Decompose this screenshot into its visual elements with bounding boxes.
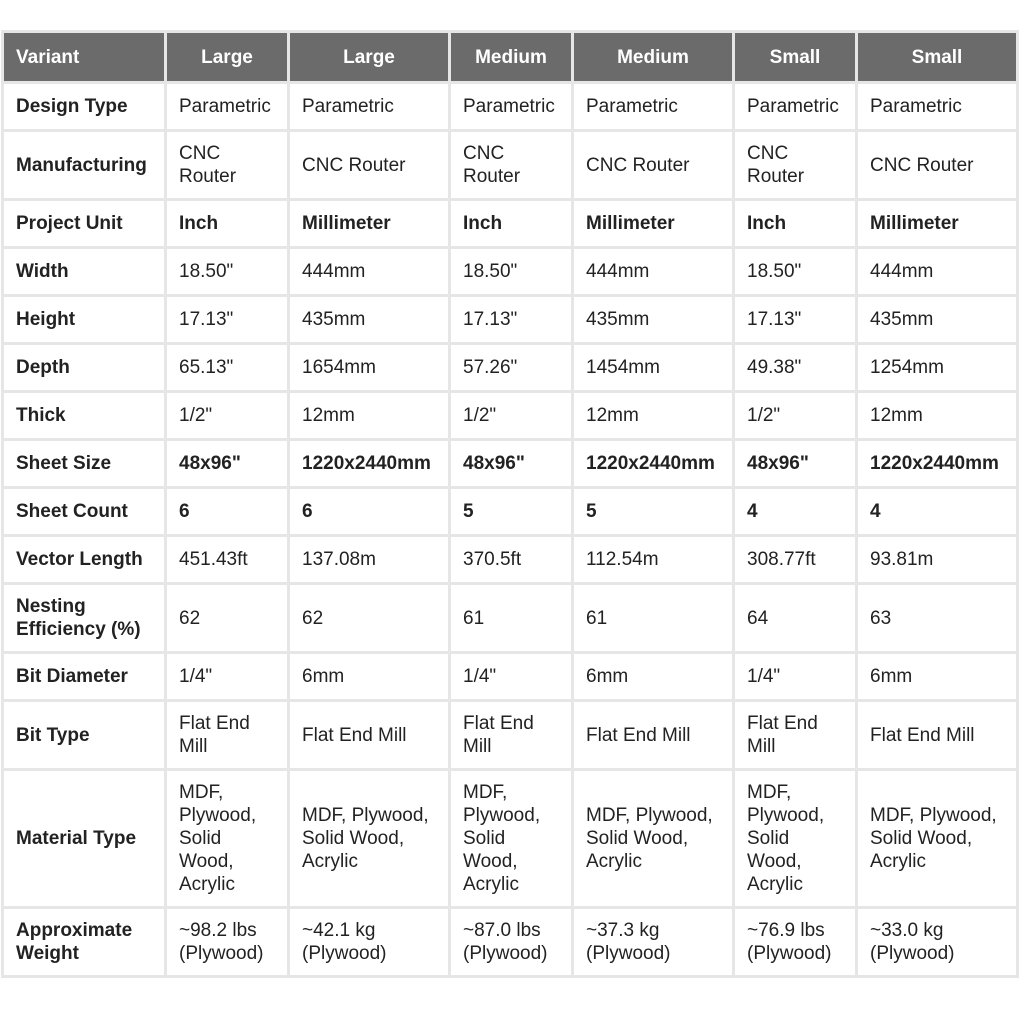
- table-cell: 370.5ft: [451, 537, 571, 582]
- table-cell: CNC Router: [290, 132, 448, 198]
- table-cell: 48x96": [451, 441, 571, 486]
- table-cell: 6mm: [574, 654, 732, 699]
- table-row: [4, 249, 1016, 294]
- header-row: [4, 33, 1016, 81]
- table-cell: CNC Router: [858, 132, 1016, 198]
- table-row: [4, 909, 1016, 975]
- table-cell: Inch: [167, 201, 287, 246]
- table-cell: 17.13": [451, 297, 571, 342]
- table-cell: 1454mm: [574, 345, 732, 390]
- table-cell: 6mm: [290, 654, 448, 699]
- header-medium-mm: Medium: [574, 33, 732, 81]
- table-cell: ~33.0 kg (Plywood): [858, 909, 1016, 975]
- table-cell: 17.13": [167, 297, 287, 342]
- table-cell: 6: [290, 489, 448, 534]
- table-cell: 5: [574, 489, 732, 534]
- table-cell: Inch: [451, 201, 571, 246]
- row-label: Nesting Efficiency (%): [4, 585, 164, 651]
- table-cell: CNC Router: [167, 132, 287, 198]
- table-cell: CNC Router: [735, 132, 855, 198]
- row-label: Sheet Count: [4, 489, 164, 534]
- table-cell: Flat End Mill: [290, 702, 448, 768]
- table-cell: 435mm: [574, 297, 732, 342]
- table-cell: 61: [574, 585, 732, 651]
- table-cell: 93.81m: [858, 537, 1016, 582]
- table-cell: Parametric: [451, 84, 571, 129]
- table-row: [4, 132, 1016, 198]
- table-row: [4, 489, 1016, 534]
- table-cell: 1654mm: [290, 345, 448, 390]
- row-label: Project Unit: [4, 201, 164, 246]
- table-cell: Millimeter: [290, 201, 448, 246]
- table-cell: Parametric: [167, 84, 287, 129]
- row-label: Depth: [4, 345, 164, 390]
- table-cell: Inch: [735, 201, 855, 246]
- table-cell: 48x96": [735, 441, 855, 486]
- table-cell: 444mm: [574, 249, 732, 294]
- table-cell: 1/2": [167, 393, 287, 438]
- table-cell: Parametric: [290, 84, 448, 129]
- row-label: Height: [4, 297, 164, 342]
- header-large-inch: Large: [167, 33, 287, 81]
- table-cell: MDF, Plywood, Solid Wood, Acrylic: [574, 771, 732, 906]
- table-cell: ~37.3 kg (Plywood): [574, 909, 732, 975]
- table-cell: 49.38": [735, 345, 855, 390]
- row-label: Bit Diameter: [4, 654, 164, 699]
- header-small-inch: Small: [735, 33, 855, 81]
- table-cell: 4: [858, 489, 1016, 534]
- table-cell: 1/4": [451, 654, 571, 699]
- table-cell: 1/4": [735, 654, 855, 699]
- table-cell: 62: [290, 585, 448, 651]
- table-cell: Parametric: [574, 84, 732, 129]
- table-cell: Flat End Mill: [858, 702, 1016, 768]
- row-label: Approximate Weight: [4, 909, 164, 975]
- table-row: [4, 393, 1016, 438]
- row-label: Sheet Size: [4, 441, 164, 486]
- table-cell: 12mm: [290, 393, 448, 438]
- table-cell: 444mm: [858, 249, 1016, 294]
- table-cell: 65.13": [167, 345, 287, 390]
- table-row: [4, 345, 1016, 390]
- header-variant: Variant: [4, 33, 164, 81]
- table-row: [4, 654, 1016, 699]
- table-cell: Flat End Mill: [735, 702, 855, 768]
- table-cell: 444mm: [290, 249, 448, 294]
- row-label: Bit Type: [4, 702, 164, 768]
- table-cell: 308.77ft: [735, 537, 855, 582]
- table-cell: ~76.9 lbs (Plywood): [735, 909, 855, 975]
- table-cell: MDF, Plywood, Solid Wood, Acrylic: [290, 771, 448, 906]
- table-cell: 6mm: [858, 654, 1016, 699]
- table-cell: 1254mm: [858, 345, 1016, 390]
- table-cell: Millimeter: [858, 201, 1016, 246]
- variant-spec-table: [1, 30, 1019, 978]
- table-cell: MDF, Plywood, Solid Wood, Acrylic: [451, 771, 571, 906]
- table-cell: 112.54m: [574, 537, 732, 582]
- table-cell: 4: [735, 489, 855, 534]
- spec-table-container: [1, 30, 1019, 978]
- table-cell: 61: [451, 585, 571, 651]
- table-cell: 1220x2440mm: [290, 441, 448, 486]
- table-row: [4, 585, 1016, 651]
- row-label: Vector Length: [4, 537, 164, 582]
- table-cell: Flat End Mill: [167, 702, 287, 768]
- table-cell: 48x96": [167, 441, 287, 486]
- table-cell: Flat End Mill: [574, 702, 732, 768]
- table-cell: ~98.2 lbs (Plywood): [167, 909, 287, 975]
- table-cell: 1/2": [735, 393, 855, 438]
- table-row: [4, 537, 1016, 582]
- table-cell: 435mm: [290, 297, 448, 342]
- table-cell: MDF, Plywood, Solid Wood, Acrylic: [167, 771, 287, 906]
- table-cell: 5: [451, 489, 571, 534]
- table-cell: 18.50": [735, 249, 855, 294]
- table-cell: 64: [735, 585, 855, 651]
- table-cell: ~42.1 kg (Plywood): [290, 909, 448, 975]
- table-cell: 435mm: [858, 297, 1016, 342]
- table-cell: 1220x2440mm: [574, 441, 732, 486]
- table-cell: Flat End Mill: [451, 702, 571, 768]
- table-cell: 62: [167, 585, 287, 651]
- row-label: Thick: [4, 393, 164, 438]
- header-large-mm: Large: [290, 33, 448, 81]
- table-cell: Millimeter: [574, 201, 732, 246]
- table-cell: 12mm: [858, 393, 1016, 438]
- table-cell: CNC Router: [574, 132, 732, 198]
- table-cell: 1220x2440mm: [858, 441, 1016, 486]
- table-cell: 57.26": [451, 345, 571, 390]
- table-row: [4, 297, 1016, 342]
- table-cell: 137.08m: [290, 537, 448, 582]
- table-cell: MDF, Plywood, Solid Wood, Acrylic: [735, 771, 855, 906]
- table-cell: Parametric: [735, 84, 855, 129]
- table-cell: 17.13": [735, 297, 855, 342]
- table-cell: 6: [167, 489, 287, 534]
- table-cell: ~87.0 lbs (Plywood): [451, 909, 571, 975]
- table-row: [4, 84, 1016, 129]
- table-cell: 18.50": [451, 249, 571, 294]
- table-cell: 1/2": [451, 393, 571, 438]
- header-medium-inch: Medium: [451, 33, 571, 81]
- table-cell: 1/4": [167, 654, 287, 699]
- table-cell: Parametric: [858, 84, 1016, 129]
- table-row: [4, 702, 1016, 768]
- table-cell: 18.50": [167, 249, 287, 294]
- table-cell: 451.43ft: [167, 537, 287, 582]
- table-cell: 63: [858, 585, 1016, 651]
- row-label: Width: [4, 249, 164, 294]
- table-cell: CNC Router: [451, 132, 571, 198]
- header-small-mm: Small: [858, 33, 1016, 81]
- table-row: [4, 771, 1016, 906]
- row-label: Manufacturing: [4, 132, 164, 198]
- row-label: Design Type: [4, 84, 164, 129]
- table-row: [4, 201, 1016, 246]
- table-cell: 12mm: [574, 393, 732, 438]
- table-cell: MDF, Plywood, Solid Wood, Acrylic: [858, 771, 1016, 906]
- row-label: Material Type: [4, 771, 164, 906]
- table-row: [4, 441, 1016, 486]
